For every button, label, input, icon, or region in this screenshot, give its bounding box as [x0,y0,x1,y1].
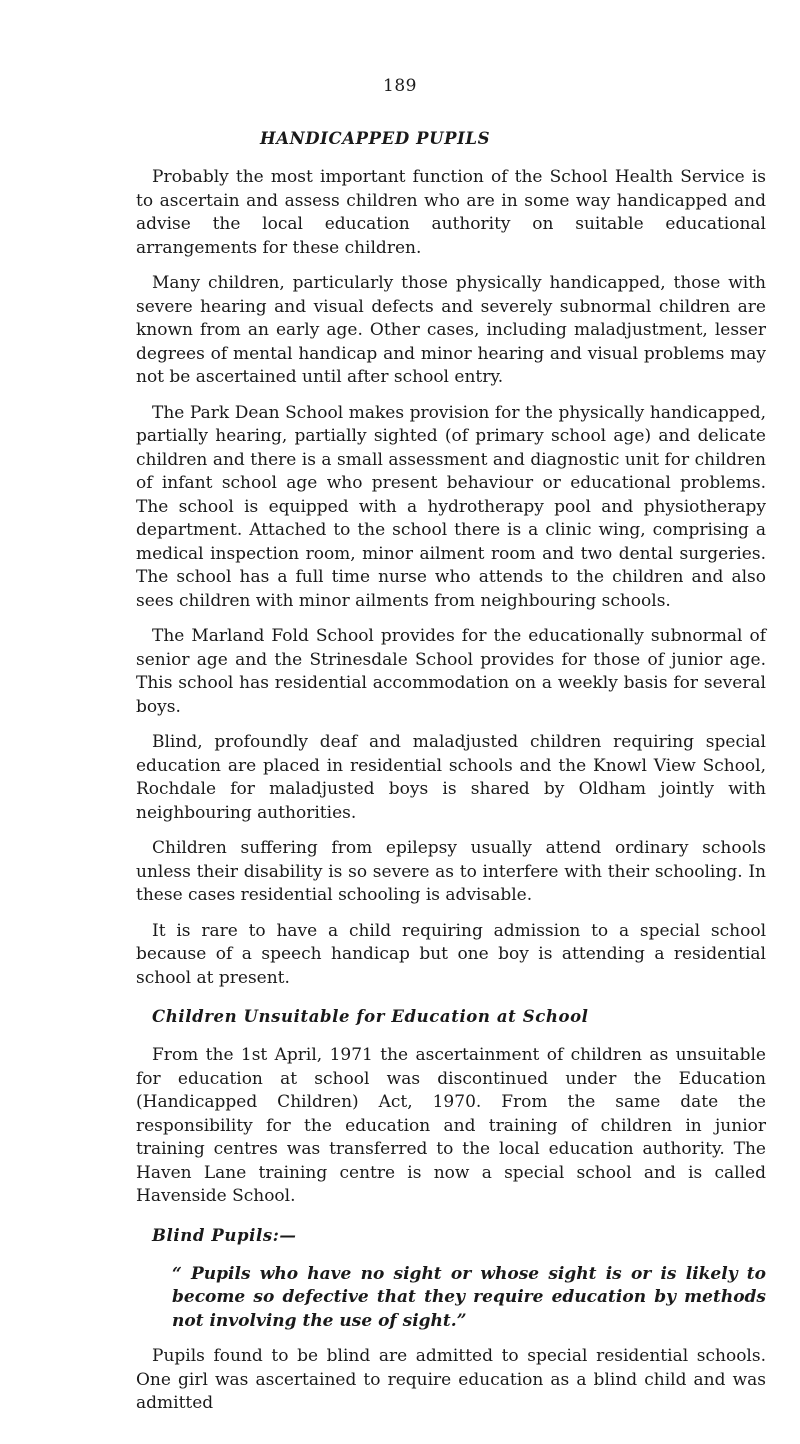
paragraph: Children suffering from epilepsy usually attend ordinary schools unless their disability is so severe as to interfere with their schooling. In these cases residential schooling is advisable. [136,838,766,905]
paragraph: Blind, profoundly deaf and maladjusted children requiring special education are placed in residential schools and the Knowl View School, Rochdale for maladjusted boys is shared by Oldham jointly with neighbouring authorities. [136,732,766,823]
page-number: 189 [383,76,417,96]
page-title: HANDICAPPED PUPILS [260,129,491,148]
paragraph: It is rare to have a child requiring admission to a special school because of a speech handicap but one boy is attending a residential school at present. [136,920,766,988]
paragraph: The Park Dean School makes provision for the physically handicapped, partially hearing, partially sighted (of primary school age) and delicate children and there is a small assessment and diagnostic unit for children of infant school age who present behaviour or educational problems. The school is equipped with a hydrotherapy pool and physiotherapy department. Attached to the school there is a clinic wing, comprising a medical inspection room, minor ailment room and two dental surgeries. The school has a full time nurse who attends to the children and also sees children with minor ailments from neighbouring schools. [136,402,766,611]
definition-quote: “ Pupils who have no sight or whose sight is or is likely to become so defective that they require education by methods not involving the use of sight.” [172,1263,766,1331]
page-content [136,128,766,1428]
paragraph: The Marland Fold School provides for the educationally subnormal of senior age and the Strinesdale School provides for those of junior age. This school has residential accommodation on a weekly basis for several boys. [136,626,766,717]
section-heading-unsuitable: Children Unsuitable for Education at School [152,1007,589,1026]
paragraph: Pupils found to be blind are admitted to special residential schools. One girl was ascertained to require education as a blind child and was admitted [136,1346,766,1413]
section-heading-blind: Blind Pupils:— [152,1225,297,1245]
paragraph: From the 1st April, 1971 the ascertainment of children as unsuitable for education at school was discontinued under the Education (Handicapped Children) Act, 1970. From the same date the responsibility for the education and training of children in junior training centres was transferred to the local education authority. The Haven Lane training centre is now a special school and is called Havenside School. [136,1045,766,1206]
paragraph: Many children, particularly those physically handicapped, those with severe hearing and visual defects and severely subnormal children are known from an early age. Other cases, including maladjustment, lesser degrees of mental handicap and minor hearing and visual problems may not be ascertained until after school entry. [136,273,766,387]
paragraph: Probably the most important function of the School Health Service is to ascertain and assess children who are in some way handicapped and advise the local education authority on suitable educational arrangements for these children. [136,167,766,258]
